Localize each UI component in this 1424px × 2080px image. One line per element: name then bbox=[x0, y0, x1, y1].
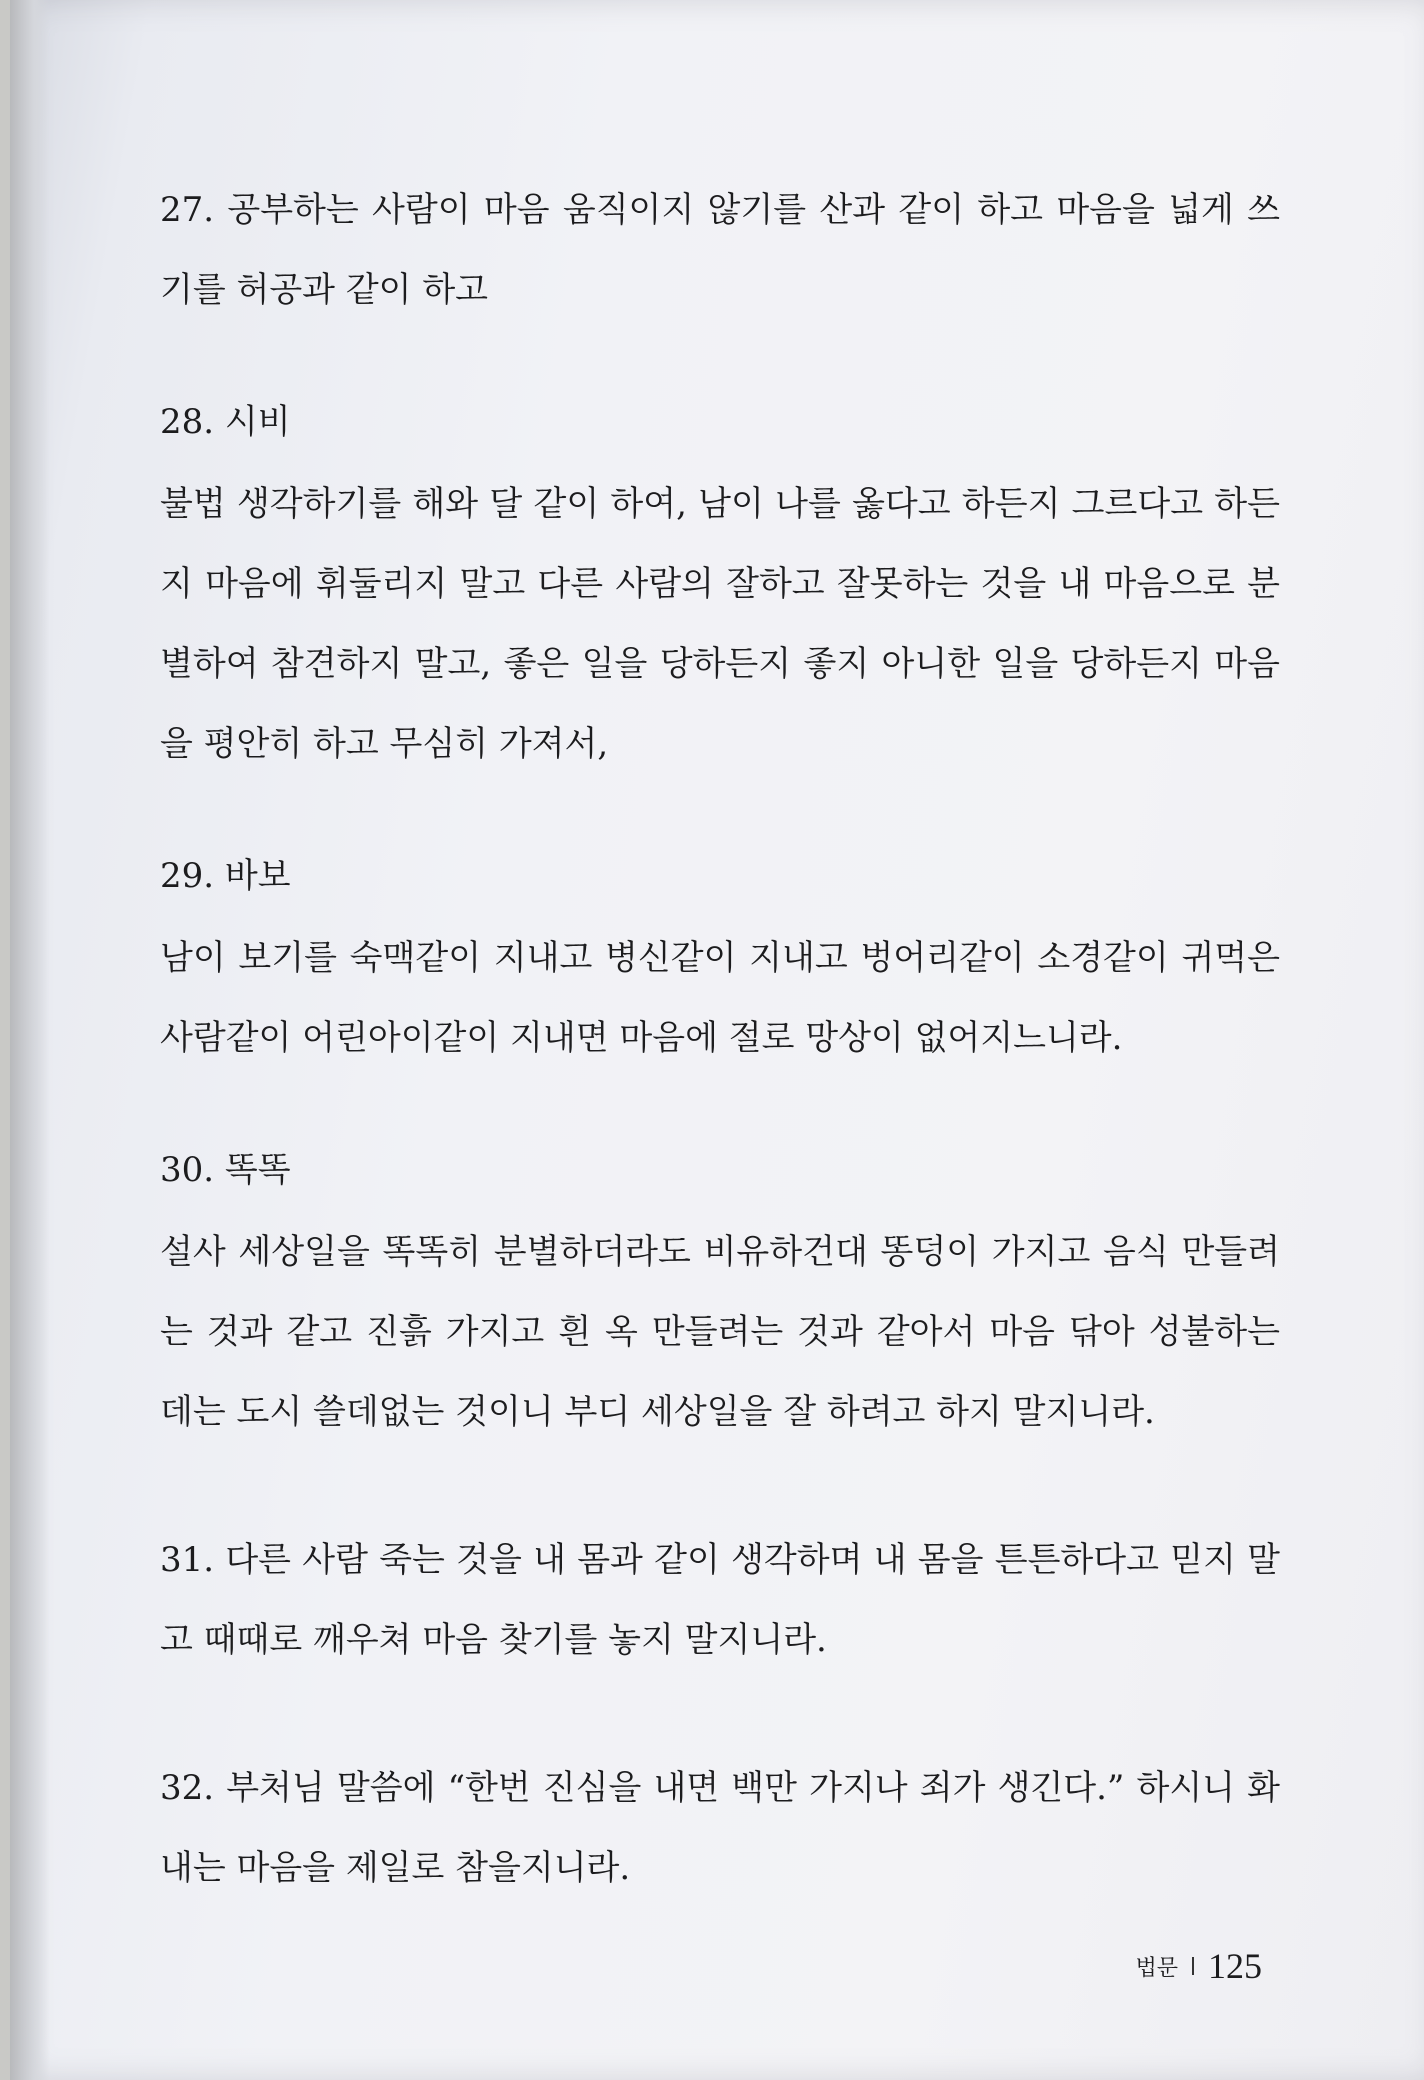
footer-divider bbox=[1192, 1957, 1194, 1975]
book-page bbox=[10, 0, 1424, 2080]
section-heading: 30. 똑똑 bbox=[160, 1150, 291, 1190]
section-31 bbox=[160, 1520, 1280, 1680]
section-heading: 29. 바보 bbox=[160, 856, 291, 896]
page-gutter-shadow bbox=[10, 0, 50, 2080]
section-body: 31. 다른 사람 죽는 것을 내 몸과 같이 생각하며 내 몸을 튼튼하다고 믿지 말고 때때로 깨우쳐 마음 찾기를 놓지 말지니라. bbox=[160, 1540, 1280, 1660]
section-body: 불법 생각하기를 해와 달 같이 하여, 남이 나를 옳다고 하든지 그르다고 하든지 마음에 휘둘리지 말고 다른 사람의 잘하고 잘못하는 것을 내 마음으로 분별하여 참견하지 말고, 좋은 일을 당하든지 좋지 아니한 일을 당하든지 마음을 평안히 하고 무심히 가져서, bbox=[160, 484, 1280, 764]
section-body: 27. 공부하는 사람이 마음 움직이지 않기를 산과 같이 하고 마음을 넓게 쓰기를 허공과 같이 하고 bbox=[160, 190, 1280, 310]
section-body: 남이 보기를 숙맥같이 지내고 병신같이 지내고 벙어리같이 소경같이 귀먹은 사람같이 어린아이같이 지내면 마음에 절로 망상이 없어지느니라. bbox=[160, 938, 1280, 1058]
section-heading: 28. 시비 bbox=[160, 402, 291, 442]
section-body: 32. 부처님 말씀에 “한번 진심을 내면 백만 가지나 죄가 생긴다.” 하시니 화내는 마음을 제일로 참을지니라. bbox=[160, 1768, 1280, 1888]
page-footer bbox=[1135, 1945, 1262, 1987]
page-number: 125 bbox=[1208, 1946, 1262, 1986]
section-body: 설사 세상일을 똑똑히 분별하더라도 비유하건대 똥덩이 가지고 음식 만들려는 것과 같고 진흙 가지고 흰 옥 만들려는 것과 같아서 마음 닦아 성불하는 데는 도시 쓸데없는 것이니 부디 세상일을 잘 하려고 하지 말지니라. bbox=[160, 1232, 1280, 1432]
section-32 bbox=[160, 1748, 1280, 1908]
section-30 bbox=[160, 1146, 1280, 1452]
section-27 bbox=[160, 170, 1280, 330]
running-footer-title: 법문 bbox=[1135, 1955, 1178, 1981]
page-content bbox=[160, 170, 1280, 1976]
section-29 bbox=[160, 852, 1280, 1078]
section-28 bbox=[160, 398, 1280, 784]
